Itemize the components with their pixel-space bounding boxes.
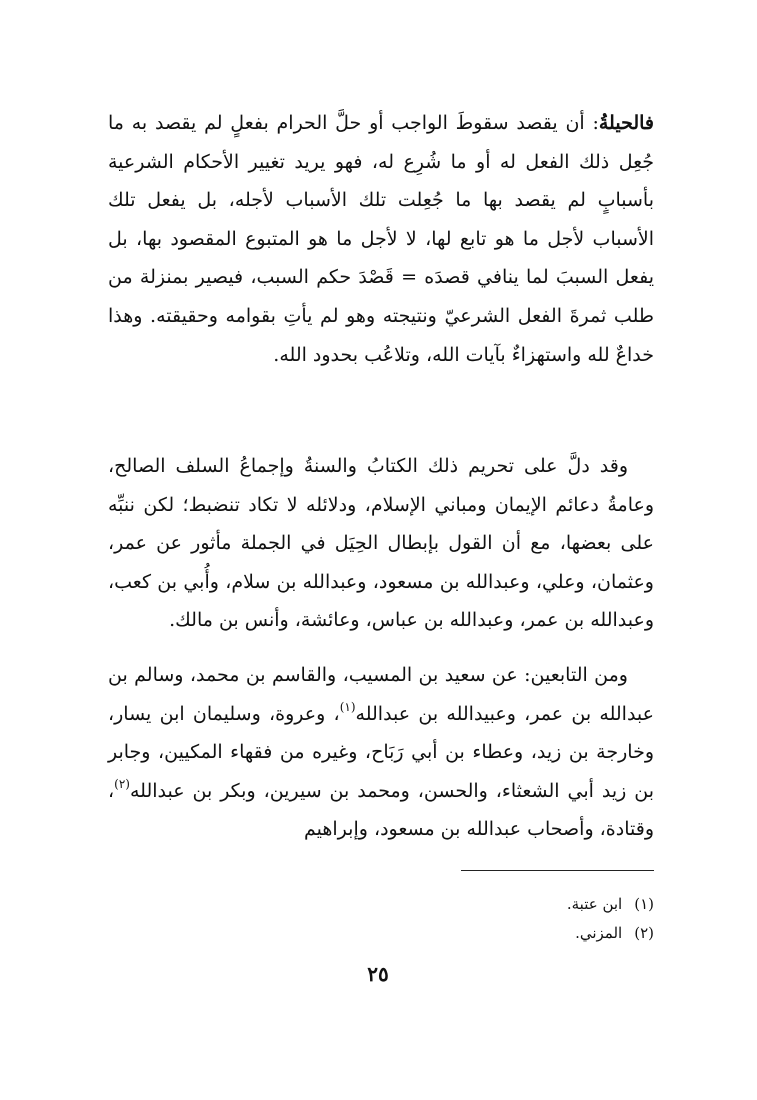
paragraph-successors (108, 656, 654, 849)
footnote-ref-2[interactable]: (٢) (114, 776, 130, 791)
footnote-text: ابن عتبة. (566, 895, 623, 913)
paragraph-definition-text: : أن يقصد سقوطَ الواجب أو حلَّ الحرام بفعلٍ لم يقصد به ما جُعِل ذلك الفعل له أو ما شُرِع له، فهو يريد تغيير الأحكام الشرعية بأسبابٍ لم يقصد بها ما جُعِلت تلك الأسباب لأجله، بل يفعل تلك الأسباب لأجل ما هو تابع لها، لا لأجل ما هو المتبوع المقصود بها، بل يفعل السببَ لما ينافي قصدَه = قَصْدَ حكم السبب، فيصير بمنزلة من طلب ثمرةَ الفعل الشرعيّ ونتيجته وهو لم يأتِ بقوامه وحقيقته. وهذا خداعٌ لله واستهزاءٌ بآيات الله، وتلاعُب بحدود الله. (108, 112, 654, 366)
paragraph-evidence-text: وقد دلَّ على تحريم ذلك الكتابُ والسنةُ وإجماعُ السلف الصالح، وعامةُ دعائم الإيمان ومباني الإسلام، ودلائله لا تكاد تنضبط؛ لكن ننبِّه على بعضها، مع أن القول بإبطال الحِيَل في الجملة مأثور عن عمر، وعثمان، وعلي، وعبدالله بن مسعود، وعبدالله بن سلام، وأُبي بن كعب، وعبدالله بن عمر، وعبدالله بن عباس، وعائشة، وأنس بن مالك. (108, 455, 654, 632)
footnote-mark: (١) (634, 895, 654, 913)
paragraph-successors-text-b: ، وعروة، وسليمان ابن يسار، وخارجة بن زيد، وعطاء بن أبي رَبَاح، وغيره من فقهاء المكيين، وجابر بن زيد أبي الشعثاء، والحسن، ومحمد بن سيرين، وبكر بن عبدالله (108, 702, 654, 802)
footnotes (400, 890, 654, 948)
footnote-mark: (٢) (634, 924, 654, 942)
paragraph-evidence (108, 447, 654, 640)
footnote-ref-1[interactable]: (١) (339, 699, 356, 714)
footnote-item (400, 890, 654, 919)
paragraph-successors-text-c: ، وقتادة، وأصحاب عبدالله بن مسعود، وإبراهيم (108, 779, 654, 841)
defined-term: فالحيلةُ (598, 112, 654, 134)
paragraph-definition (108, 104, 654, 374)
paragraph-successors-text-a: ومن التابعين: عن سعيد بن المسيب، والقاسم بن محمد، وسالم بن عبدالله بن عمر، وعبيدالله بن عبدالله (108, 664, 655, 725)
footnote-text: المزني. (575, 924, 623, 942)
page-number: ٢٥ (367, 962, 389, 986)
footnote-item (400, 919, 654, 948)
footnote-divider (461, 870, 654, 871)
